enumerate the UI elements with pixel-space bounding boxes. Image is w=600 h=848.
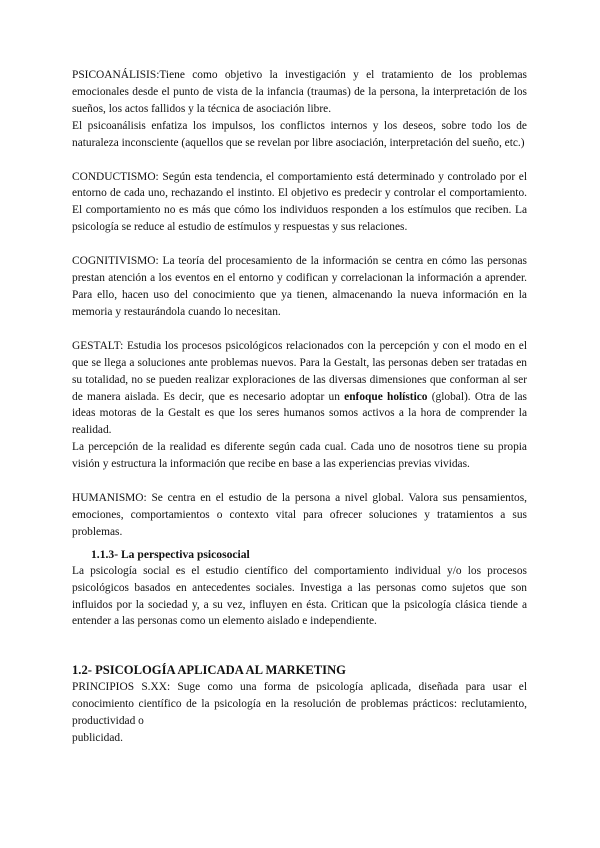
- spacer: [72, 321, 527, 338]
- perspectiva-paragraph: La psicología social es el estudio científico del comportamiento individual y/o los procesos psicológicos basados en antecedentes sociales. Investiga a las personas como sujetos que son influidos por la sociedad y, a su vez, influyen en ésta. Critican que la psicología clásica tiende a entender a las personas como un elemento aislado e independiente.: [72, 564, 527, 628]
- psicoanalisis-label: PSICOANÁLISIS: [72, 69, 157, 81]
- gestalt-bold-term: enfoque holístico: [344, 390, 428, 403]
- marketing-paragraph: [72, 679, 527, 730]
- conductismo-paragraph: [72, 169, 527, 237]
- spacer: [72, 152, 527, 169]
- marketing-heading: 1.2- PSICOLOGÍA APLICADA AL MARKETING: [72, 663, 346, 678]
- gestalt-label: GESTALT: [72, 339, 121, 352]
- cognitivismo-label: COGNITIVISMO: [72, 255, 156, 268]
- conductismo-label: CONDUCTISMO: [72, 170, 156, 183]
- humanismo-text: : Se centra en el estudio de la persona a nivel global. Valora sus pensamientos, emociones, comportamientos o contexto vital para ofrecer soluciones y tratamientos a sus problemas.: [72, 492, 527, 538]
- cognitivismo-paragraph: [72, 253, 527, 321]
- marketing-label: PRINCIPIOS S.XX: [72, 681, 167, 694]
- gestalt-text-after: (global). Otra de las ideas motoras de la Gestalt es que los seres humanos somos activos a la hora de comprender la realidad.: [72, 390, 527, 437]
- cognitivismo-text: : La teoría del procesamiento de la información se centra en cómo las personas prestan atención a los eventos en el entorno y codifican y correlacionan la información a aprender. Para ello, hacen uso del conocimiento que ya tienen, almacenando la nueva información en la memoria y restaurándola cuando lo necesitan.: [72, 255, 527, 318]
- gestalt-paragraph-2: La percepción de la realidad es diferente según cada cual. Cada uno de nosotros tiene su propia visión y estructura la información que recibe en base a las experiencias previas vividas.: [72, 441, 527, 471]
- marketing-text: : Suge como una forma de psicología aplicada, diseñada para usar el conocimiento científico de la psicología en la resolución de problemas prácticos: reclutamiento, productividad o: [72, 681, 527, 728]
- document-page: [72, 67, 527, 747]
- humanismo-label: HUMANISMO: [72, 492, 144, 505]
- spacer: [72, 236, 527, 253]
- psicoanalisis-paragraph: [72, 67, 527, 118]
- humanismo-paragraph: [72, 490, 527, 541]
- gestalt-paragraph: [72, 338, 527, 439]
- perspectiva-heading: 1.1.3- La perspectiva psicosocial: [91, 547, 250, 561]
- spacer: [72, 473, 527, 490]
- psicoanalisis-text: :Tiene como objetivo la investigación y el tratamiento de los problemas emocionales desde el punto de vista de la infancia (traumas) de la persona, la interpretación de los sueños, los actos fallidos y la técnica de asociación libre.: [72, 69, 527, 115]
- marketing-paragraph-end: publicidad.: [72, 732, 123, 745]
- psicoanalisis-paragraph-2: El psicoanálisis enfatiza los impulsos, los conflictos internos y los deseos, sobre todo los de naturaleza inconsciente (aquellos que se revelan por libre asociación, interpretación del sueño, etc.): [72, 119, 527, 149]
- conductismo-text: : Según esta tendencia, el comportamiento está determinado y controlado por el entorno de cada uno, rechazando el instinto. El objetivo es predecir y controlar el comportamiento. El comportamiento no es más que cómo los individuos responden a los estímulos que reciben. La psicología se reduce al estudio de estímulos y respuestas y sus relaciones.: [72, 170, 527, 234]
- gestalt-text-before: : Estudia los procesos psicológicos relacionados con la percepción y con el modo en el que se llega a soluciones ante problemas nuevos. Para la Gestalt, las personas deben ser tratadas en su totalidad, no se pueden realizar exploraciones de las diversas dimensiones que conforman al ser de manera aislada. Es decir, que es necesario adoptar un: [72, 339, 527, 403]
